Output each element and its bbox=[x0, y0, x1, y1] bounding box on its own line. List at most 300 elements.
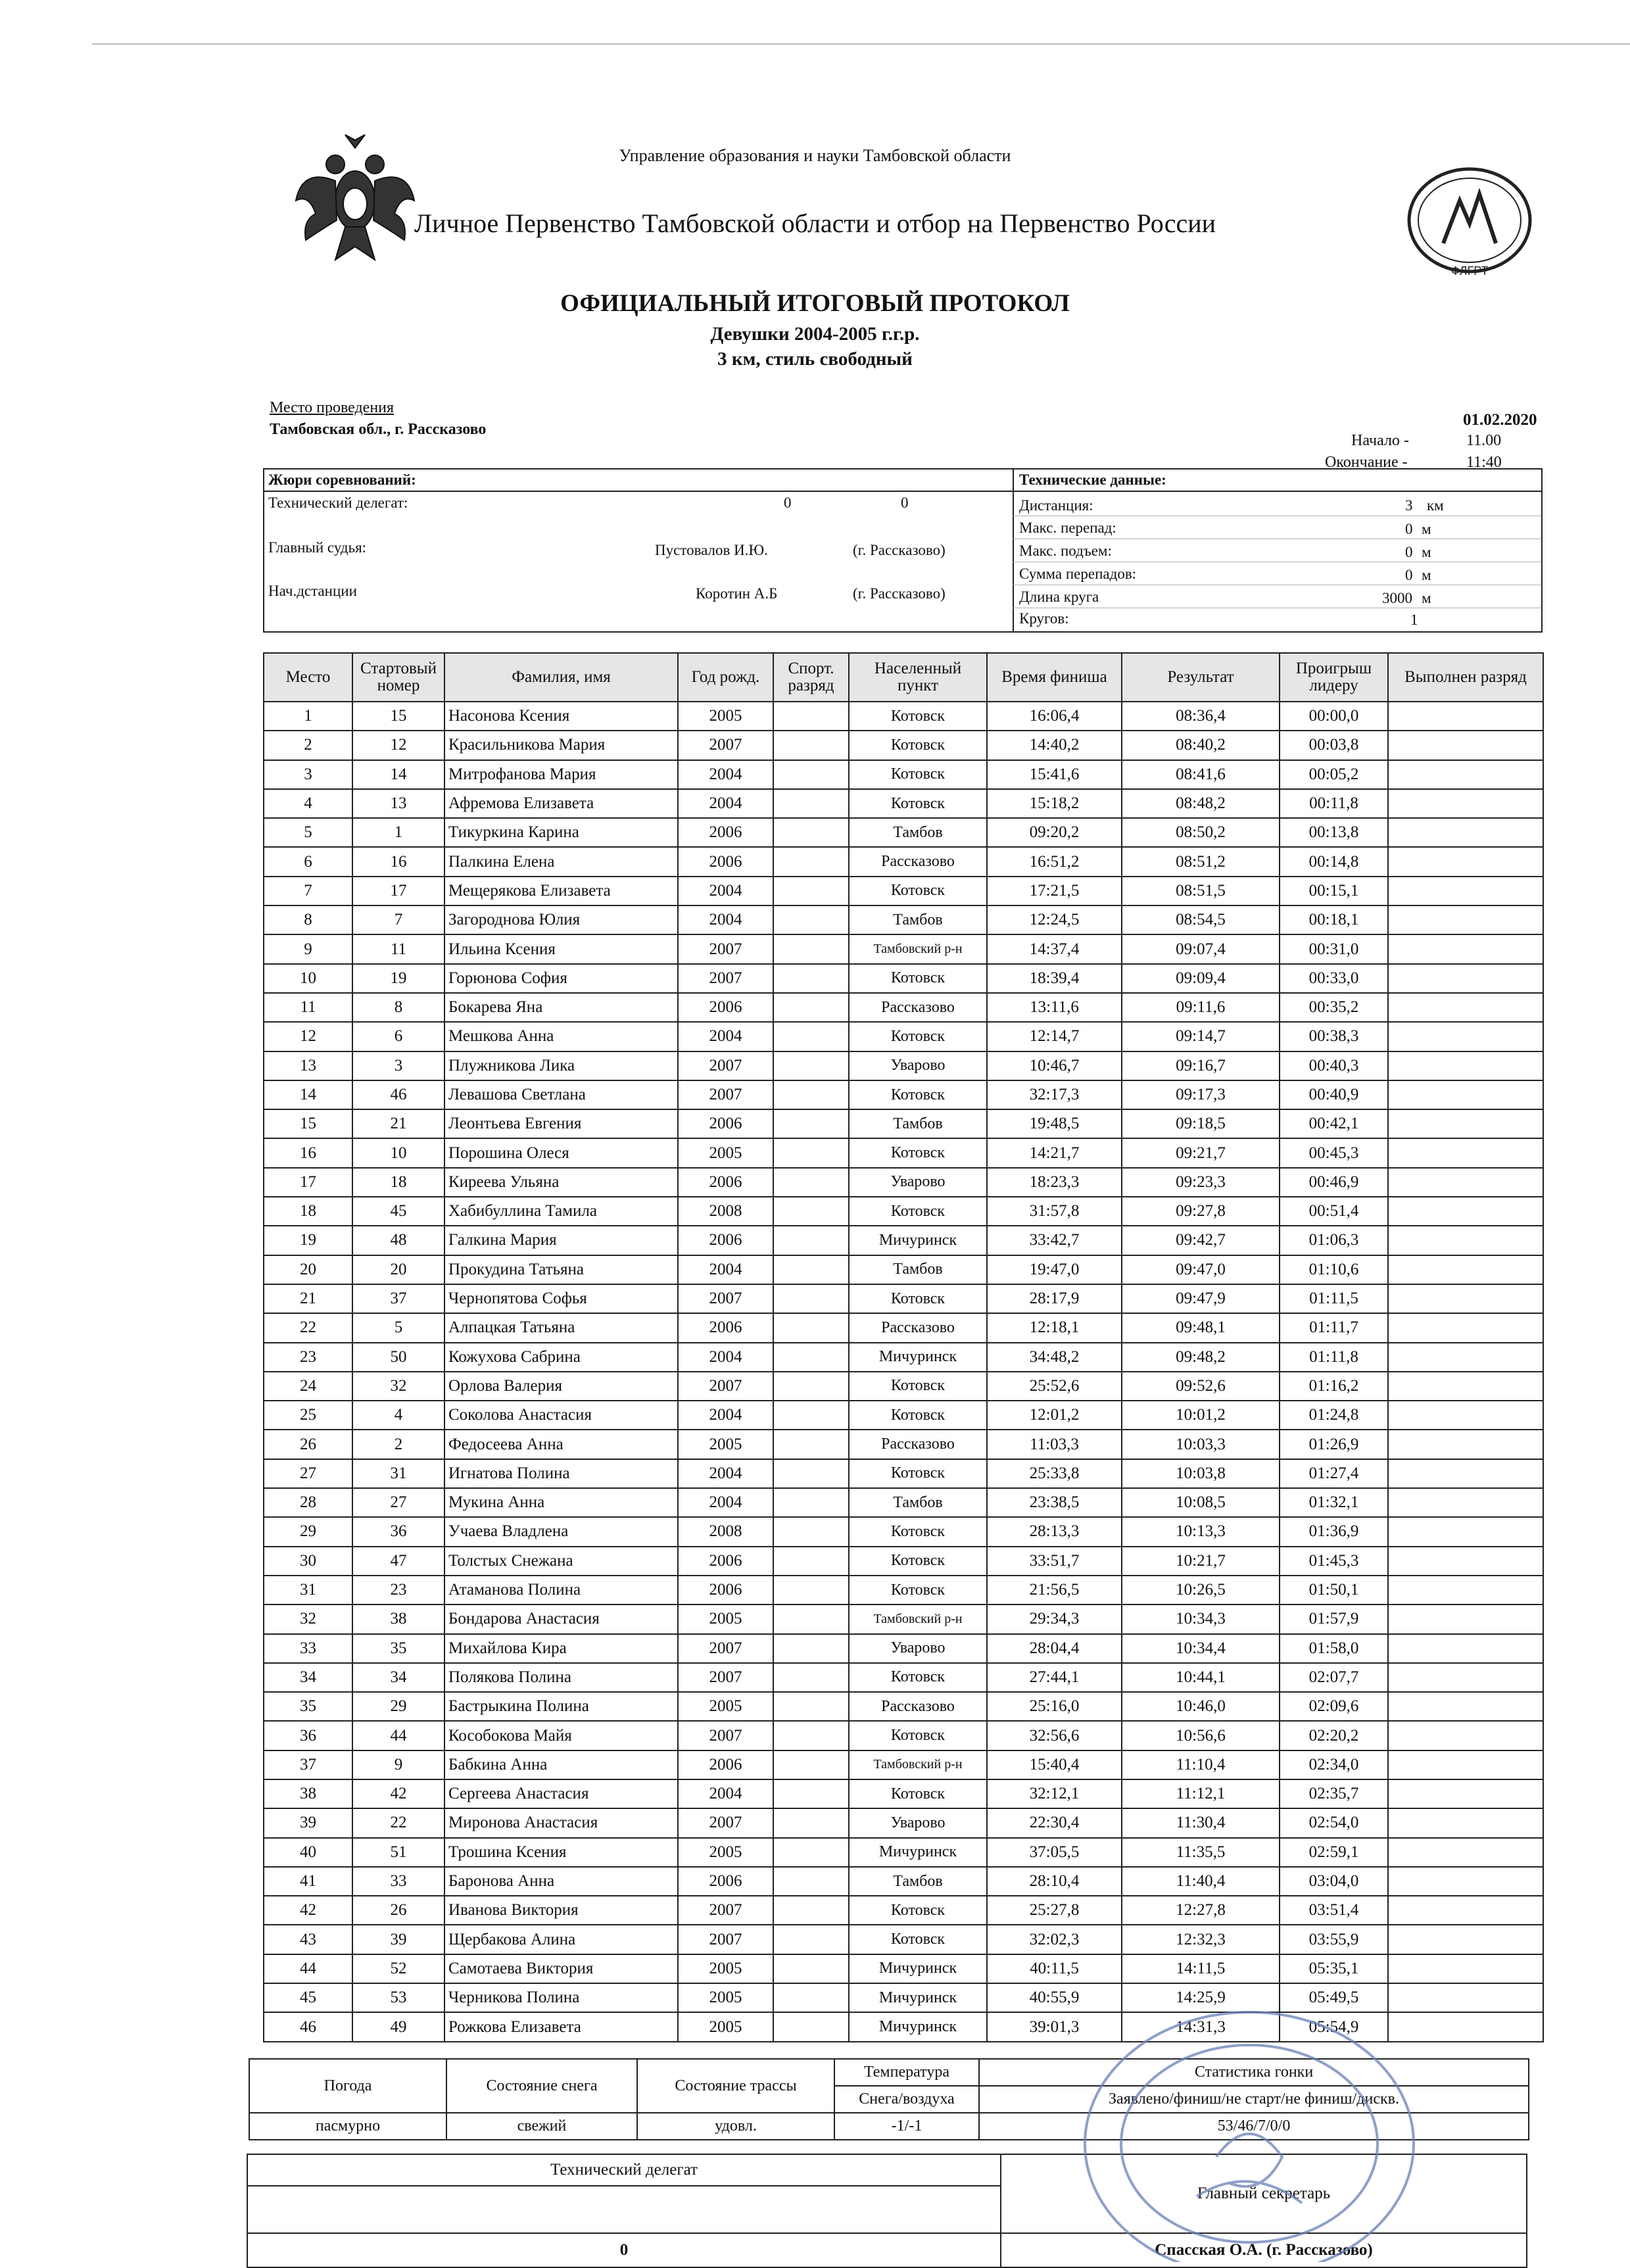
cell-name: Киреева Ульяна bbox=[444, 1168, 678, 1197]
cell-behind: 00:00,0 bbox=[1280, 702, 1388, 731]
cell-rank bbox=[773, 847, 849, 876]
table-row bbox=[264, 1576, 1543, 1604]
cell-rank bbox=[773, 1721, 849, 1750]
table-row bbox=[264, 1080, 1543, 1109]
cell-name: Черникова Полина bbox=[444, 1983, 678, 2012]
cell-behind: 00:11,8 bbox=[1280, 789, 1388, 818]
cell-achieved-rank bbox=[1388, 1779, 1543, 1808]
cell-locality: Уварово bbox=[849, 1051, 987, 1080]
cell-finish-time: 32:17,3 bbox=[987, 1080, 1122, 1109]
cell-rank bbox=[773, 1634, 849, 1663]
cell-year: 2004 bbox=[678, 1022, 773, 1051]
cell-achieved-rank bbox=[1388, 1226, 1543, 1255]
cell-bib: 13 bbox=[352, 789, 444, 818]
cell-behind: 00:46,9 bbox=[1280, 1168, 1388, 1197]
cell-achieved-rank bbox=[1388, 1721, 1543, 1750]
cell-achieved-rank bbox=[1388, 1372, 1543, 1401]
cell-finish-time: 33:42,7 bbox=[987, 1226, 1122, 1255]
venue-value: Тамбовская обл., г. Рассказово bbox=[270, 421, 487, 438]
cell-place: 15 bbox=[264, 1109, 352, 1138]
cell-locality: Уварово bbox=[849, 1808, 987, 1837]
cell-locality: Мичуринск bbox=[849, 1954, 987, 1983]
cell-behind: 02:35,7 bbox=[1280, 1779, 1388, 1808]
cell-year: 2005 bbox=[678, 702, 773, 731]
temp-value: -1/-1 bbox=[834, 2113, 979, 2140]
cell-achieved-rank bbox=[1388, 993, 1543, 1022]
cell-result: 12:27,8 bbox=[1122, 1896, 1280, 1925]
cell-rank bbox=[773, 1896, 849, 1925]
cell-year: 2006 bbox=[678, 1576, 773, 1604]
cell-result: 09:18,5 bbox=[1122, 1109, 1280, 1138]
cell-year: 2004 bbox=[678, 1255, 773, 1284]
cell-rank bbox=[773, 731, 849, 760]
cell-result: 09:23,3 bbox=[1122, 1168, 1280, 1197]
cell-behind: 00:51,4 bbox=[1280, 1197, 1388, 1226]
cell-rank bbox=[773, 1168, 849, 1197]
table-row bbox=[264, 1372, 1543, 1401]
cell-achieved-rank bbox=[1388, 1517, 1543, 1546]
cell-bib: 39 bbox=[352, 1925, 444, 1954]
cell-locality: Котовск bbox=[849, 760, 987, 789]
cell-locality: Котовск bbox=[849, 1197, 987, 1226]
cell-achieved-rank bbox=[1388, 964, 1543, 993]
cell-year: 2007 bbox=[678, 1080, 773, 1109]
cell-year: 2007 bbox=[678, 1925, 773, 1954]
cell-result: 10:03,3 bbox=[1122, 1430, 1280, 1459]
cell-place: 36 bbox=[264, 1721, 352, 1750]
cell-finish-time: 28:10,4 bbox=[987, 1867, 1122, 1896]
cell-place: 20 bbox=[264, 1255, 352, 1284]
cell-place: 42 bbox=[264, 1896, 352, 1925]
cell-year: 2007 bbox=[678, 1663, 773, 1692]
cell-year: 2007 bbox=[678, 1051, 773, 1080]
end-time: 11:40 bbox=[1466, 454, 1502, 471]
cell-place: 22 bbox=[264, 1313, 352, 1342]
tech-label-max-climb: Макс. подъем: bbox=[1019, 543, 1112, 559]
chief-judge-name: Пустовалов И.Ю. bbox=[655, 542, 768, 558]
cell-bib: 38 bbox=[352, 1604, 444, 1633]
cell-name: Галкина Мария bbox=[444, 1226, 678, 1255]
cell-behind: 00:45,3 bbox=[1280, 1138, 1388, 1167]
cell-result: 10:56,6 bbox=[1122, 1721, 1280, 1750]
cell-locality: Мичуринск bbox=[849, 1983, 987, 2012]
table-row bbox=[264, 1954, 1543, 1983]
cell-behind: 01:57,9 bbox=[1280, 1604, 1388, 1633]
cell-rank bbox=[773, 1692, 849, 1721]
tech-delegate-sign-value: 0 bbox=[247, 2233, 1001, 2267]
cell-locality: Котовск bbox=[849, 964, 987, 993]
cell-name: Мешкова Анна bbox=[444, 1022, 678, 1051]
cell-name: Митрофанова Мария bbox=[444, 760, 678, 789]
cell-achieved-rank bbox=[1388, 1430, 1543, 1459]
cell-year: 2005 bbox=[678, 1430, 773, 1459]
cell-achieved-rank bbox=[1388, 1925, 1543, 1954]
cell-achieved-rank bbox=[1388, 1604, 1543, 1633]
cell-place: 33 bbox=[264, 1634, 352, 1663]
cell-bib: 50 bbox=[352, 1343, 444, 1372]
cell-rank bbox=[773, 1051, 849, 1080]
cell-finish-time: 15:41,6 bbox=[987, 760, 1122, 789]
cell-finish-time: 33:51,7 bbox=[987, 1547, 1122, 1576]
cell-behind: 00:03,8 bbox=[1280, 731, 1388, 760]
cell-name: Полякова Полина bbox=[444, 1663, 678, 1692]
cell-rank bbox=[773, 1954, 849, 1983]
cell-year: 2007 bbox=[678, 1372, 773, 1401]
cell-year: 2007 bbox=[678, 1634, 773, 1663]
scan-edge-line bbox=[92, 43, 1630, 45]
cell-achieved-rank bbox=[1388, 1692, 1543, 1721]
cell-bib: 45 bbox=[352, 1197, 444, 1226]
start-label: Начало - bbox=[1351, 432, 1409, 449]
cell-finish-time: 14:40,2 bbox=[987, 731, 1122, 760]
cell-year: 2004 bbox=[678, 1779, 773, 1808]
col-header-finish-time: Время финиша bbox=[987, 653, 1122, 702]
cell-behind: 02:07,7 bbox=[1280, 1663, 1388, 1692]
cell-finish-time: 10:46,7 bbox=[987, 1051, 1122, 1080]
cell-result: 09:27,8 bbox=[1122, 1197, 1280, 1226]
cell-name: Иванова Виктория bbox=[444, 1896, 678, 1925]
col-header-locality: Населенный пункт bbox=[849, 653, 987, 702]
cell-result: 09:48,1 bbox=[1122, 1313, 1280, 1342]
cell-bib: 9 bbox=[352, 1750, 444, 1779]
start-chief-label: Нач.дстанции bbox=[268, 583, 357, 599]
cell-result: 14:25,9 bbox=[1122, 1983, 1280, 2012]
table-row bbox=[264, 1750, 1543, 1779]
cell-year: 2005 bbox=[678, 1954, 773, 1983]
cell-bib: 15 bbox=[352, 702, 444, 731]
tech-label-total-climb: Сумма перепадов: bbox=[1019, 566, 1137, 582]
cell-achieved-rank bbox=[1388, 1080, 1543, 1109]
cell-name: Учаева Владлена bbox=[444, 1517, 678, 1546]
cell-locality: Котовск bbox=[849, 1459, 987, 1488]
cell-name: Соколова Анастасия bbox=[444, 1401, 678, 1430]
cell-behind: 03:04,0 bbox=[1280, 1867, 1388, 1896]
tech-delegate-value-1: 0 bbox=[784, 495, 792, 511]
cell-achieved-rank bbox=[1388, 1459, 1543, 1488]
cell-bib: 16 bbox=[352, 847, 444, 876]
tech-unit-max-drop: м bbox=[1422, 521, 1431, 537]
table-row bbox=[264, 1838, 1543, 1867]
cell-behind: 00:13,8 bbox=[1280, 818, 1388, 847]
temp-label: Температура bbox=[834, 2059, 979, 2086]
table-row bbox=[264, 1896, 1543, 1925]
cell-name: Мещерякова Елизавета bbox=[444, 877, 678, 905]
cell-achieved-rank bbox=[1388, 1750, 1543, 1779]
cell-rank bbox=[773, 1022, 849, 1051]
table-row bbox=[264, 1867, 1543, 1896]
cell-place: 26 bbox=[264, 1430, 352, 1459]
cell-result: 09:47,9 bbox=[1122, 1284, 1280, 1313]
cell-behind: 00:33,0 bbox=[1280, 964, 1388, 993]
cell-rank bbox=[773, 1779, 849, 1808]
cell-rank bbox=[773, 818, 849, 847]
cell-locality: Тамбов bbox=[849, 818, 987, 847]
cell-bib: 23 bbox=[352, 1576, 444, 1604]
cell-place: 46 bbox=[264, 2012, 352, 2041]
cell-achieved-rank bbox=[1388, 905, 1543, 934]
cell-year: 2008 bbox=[678, 1517, 773, 1546]
cell-result: 14:11,5 bbox=[1122, 1954, 1280, 1983]
cell-achieved-rank bbox=[1388, 1838, 1543, 1867]
cell-behind: 03:51,4 bbox=[1280, 1896, 1388, 1925]
cell-rank bbox=[773, 789, 849, 818]
cell-finish-time: 23:38,5 bbox=[987, 1488, 1122, 1517]
cell-finish-time: 22:30,4 bbox=[987, 1808, 1122, 1837]
cell-place: 4 bbox=[264, 789, 352, 818]
cell-achieved-rank bbox=[1388, 1109, 1543, 1138]
cell-behind: 01:24,8 bbox=[1280, 1401, 1388, 1430]
stats-label: Статистика гонки bbox=[979, 2059, 1529, 2086]
cell-finish-time: 25:27,8 bbox=[987, 1896, 1122, 1925]
table-row bbox=[264, 1138, 1543, 1167]
cell-year: 2004 bbox=[678, 789, 773, 818]
cell-place: 27 bbox=[264, 1459, 352, 1488]
cell-locality: Котовск bbox=[849, 1896, 987, 1925]
cell-rank bbox=[773, 1576, 849, 1604]
table-row bbox=[264, 1808, 1543, 1837]
cell-achieved-rank bbox=[1388, 847, 1543, 876]
table-row bbox=[264, 1284, 1543, 1313]
cell-locality: Котовск bbox=[849, 1547, 987, 1576]
cell-rank bbox=[773, 905, 849, 934]
cell-achieved-rank bbox=[1388, 1663, 1543, 1692]
cell-achieved-rank bbox=[1388, 702, 1543, 731]
weather-label: Погода bbox=[249, 2059, 446, 2113]
cell-year: 2006 bbox=[678, 1109, 773, 1138]
cell-bib: 5 bbox=[352, 1313, 444, 1342]
cell-rank bbox=[773, 1488, 849, 1517]
cell-place: 13 bbox=[264, 1051, 352, 1080]
cell-behind: 05:49,5 bbox=[1280, 1983, 1388, 2012]
cell-finish-time: 32:02,3 bbox=[987, 1925, 1122, 1954]
tech-delegate-sign-label: Технический делегат bbox=[247, 2154, 1001, 2186]
cell-year: 2004 bbox=[678, 1401, 773, 1430]
cell-finish-time: 19:48,5 bbox=[987, 1109, 1122, 1138]
cell-bib: 22 bbox=[352, 1808, 444, 1837]
cell-behind: 03:55,9 bbox=[1280, 1925, 1388, 1954]
cell-name: Рожкова Елизавета bbox=[444, 2012, 678, 2041]
cell-finish-time: 11:03,3 bbox=[987, 1430, 1122, 1459]
table-row bbox=[264, 1401, 1543, 1430]
cell-behind: 00:35,2 bbox=[1280, 993, 1388, 1022]
cell-bib: 14 bbox=[352, 760, 444, 789]
cell-rank bbox=[773, 1925, 849, 1954]
table-row bbox=[264, 1109, 1543, 1138]
cell-rank bbox=[773, 1547, 849, 1576]
end-label: Окончание - bbox=[1325, 454, 1408, 471]
cell-locality: Тамбовский р-н bbox=[849, 1750, 987, 1779]
cell-name: Палкина Елена bbox=[444, 847, 678, 876]
cell-locality: Тамбов bbox=[849, 905, 987, 934]
cell-locality: Котовск bbox=[849, 1576, 987, 1604]
distance-style: 3 км, стиль свободный bbox=[717, 349, 913, 370]
col-header-year: Год рожд. bbox=[678, 653, 773, 702]
snow-label: Состояние снега bbox=[446, 2059, 637, 2113]
cell-year: 2005 bbox=[678, 1138, 773, 1167]
cell-finish-time: 40:55,9 bbox=[987, 1983, 1122, 2012]
chief-judge-city: (г. Рассказово) bbox=[853, 542, 946, 558]
cell-place: 10 bbox=[264, 964, 352, 993]
race-date: 01.02.2020 bbox=[1463, 411, 1537, 429]
cell-finish-time: 34:48,2 bbox=[987, 1343, 1122, 1372]
cell-year: 2007 bbox=[678, 1896, 773, 1925]
cell-year: 2006 bbox=[678, 1867, 773, 1896]
cell-bib: 7 bbox=[352, 905, 444, 934]
cell-result: 09:07,4 bbox=[1122, 934, 1280, 963]
cell-rank bbox=[773, 1255, 849, 1284]
cell-behind: 02:54,0 bbox=[1280, 1808, 1388, 1837]
cell-rank bbox=[773, 1867, 849, 1896]
cell-bib: 20 bbox=[352, 1255, 444, 1284]
tech-label-distance: Дистанция: bbox=[1019, 497, 1093, 514]
cell-year: 2004 bbox=[678, 1459, 773, 1488]
cell-finish-time: 32:56,6 bbox=[987, 1721, 1122, 1750]
cell-locality: Котовск bbox=[849, 789, 987, 818]
cell-place: 44 bbox=[264, 1954, 352, 1983]
cell-place: 43 bbox=[264, 1925, 352, 1954]
cell-rank bbox=[773, 2012, 849, 2041]
cell-year: 2006 bbox=[678, 1750, 773, 1779]
table-row bbox=[264, 1488, 1543, 1517]
table-row bbox=[264, 934, 1543, 963]
cell-achieved-rank bbox=[1388, 1867, 1543, 1896]
cell-behind: 01:26,9 bbox=[1280, 1430, 1388, 1459]
cell-result: 10:44,1 bbox=[1122, 1663, 1280, 1692]
cell-achieved-rank bbox=[1388, 1051, 1543, 1080]
tech-unit-max-climb: м bbox=[1422, 544, 1431, 560]
cell-name: Михайлова Кира bbox=[444, 1634, 678, 1663]
cell-rank bbox=[773, 1459, 849, 1488]
jury-header: Жюри соревнований: bbox=[268, 471, 416, 488]
table-row bbox=[264, 1604, 1543, 1633]
cell-place: 11 bbox=[264, 993, 352, 1022]
cell-finish-time: 25:52,6 bbox=[987, 1372, 1122, 1401]
cell-behind: 01:32,1 bbox=[1280, 1488, 1388, 1517]
cell-locality: Котовск bbox=[849, 1284, 987, 1313]
cell-name: Афремова Елизавета bbox=[444, 789, 678, 818]
cell-bib: 4 bbox=[352, 1401, 444, 1430]
cell-bib: 32 bbox=[352, 1372, 444, 1401]
cell-year: 2004 bbox=[678, 877, 773, 905]
cell-finish-time: 15:40,4 bbox=[987, 1750, 1122, 1779]
stats-sub-label: Заявлено/финиш/не старт/не финиш/дискв. bbox=[979, 2086, 1529, 2113]
cell-finish-time: 39:01,3 bbox=[987, 2012, 1122, 2041]
cell-behind: 00:05,2 bbox=[1280, 760, 1388, 789]
cell-finish-time: 12:01,2 bbox=[987, 1401, 1122, 1430]
cell-rank bbox=[773, 1138, 849, 1167]
tech-value-max-climb: 0 bbox=[1405, 544, 1413, 560]
cell-rank bbox=[773, 993, 849, 1022]
cell-name: Ильина Ксения bbox=[444, 934, 678, 963]
table-row bbox=[264, 1925, 1543, 1954]
cell-behind: 00:40,3 bbox=[1280, 1051, 1388, 1080]
cell-rank bbox=[773, 1983, 849, 2012]
weather-value: пасмурно bbox=[249, 2113, 446, 2140]
technical-header: Технические данные: bbox=[1019, 471, 1166, 488]
cell-place: 32 bbox=[264, 1604, 352, 1633]
table-row bbox=[264, 731, 1543, 760]
tech-value-total-climb: 0 bbox=[1405, 567, 1413, 583]
tech-delegate-sign-space bbox=[247, 2186, 1001, 2233]
cell-place: 25 bbox=[264, 1401, 352, 1430]
cell-finish-time: 19:47,0 bbox=[987, 1255, 1122, 1284]
cell-bib: 19 bbox=[352, 964, 444, 993]
cell-behind: 02:09,6 bbox=[1280, 1692, 1388, 1721]
temp-sub-label: Снега/воздуха bbox=[834, 2086, 979, 2113]
cell-locality: Котовск bbox=[849, 702, 987, 731]
cell-locality: Котовск bbox=[849, 1022, 987, 1051]
cell-rank bbox=[773, 702, 849, 731]
cell-result: 09:14,7 bbox=[1122, 1022, 1280, 1051]
cell-locality: Котовск bbox=[849, 877, 987, 905]
cell-place: 38 bbox=[264, 1779, 352, 1808]
table-row bbox=[264, 1547, 1543, 1576]
cell-locality: Рассказово bbox=[849, 993, 987, 1022]
cell-year: 2004 bbox=[678, 760, 773, 789]
cell-achieved-rank bbox=[1388, 731, 1543, 760]
cell-result: 08:51,5 bbox=[1122, 877, 1280, 905]
cell-bib: 27 bbox=[352, 1488, 444, 1517]
table-row bbox=[264, 818, 1543, 847]
cell-behind: 01:06,3 bbox=[1280, 1226, 1388, 1255]
col-header-name: Фамилия, имя bbox=[444, 653, 678, 702]
cell-result: 11:30,4 bbox=[1122, 1808, 1280, 1837]
cell-result: 11:10,4 bbox=[1122, 1750, 1280, 1779]
cell-finish-time: 14:37,4 bbox=[987, 934, 1122, 963]
cell-locality: Тамбов bbox=[849, 1867, 987, 1896]
jury-technical-block bbox=[263, 468, 1543, 633]
table-row bbox=[264, 760, 1543, 789]
cell-behind: 00:42,1 bbox=[1280, 1109, 1388, 1138]
cell-locality: Котовск bbox=[849, 1721, 987, 1750]
cell-rank bbox=[773, 1109, 849, 1138]
cell-bib: 26 bbox=[352, 1896, 444, 1925]
track-label: Состояние трассы bbox=[637, 2059, 834, 2113]
secretary-sign-label: Главный секретарь bbox=[1001, 2154, 1527, 2233]
cell-year: 2007 bbox=[678, 934, 773, 963]
table-row bbox=[264, 1197, 1543, 1226]
cell-rank bbox=[773, 1517, 849, 1546]
cell-name: Кособокова Майя bbox=[444, 1721, 678, 1750]
cell-rank bbox=[773, 1663, 849, 1692]
start-chief-city: (г. Рассказово) bbox=[853, 585, 946, 602]
cell-rank bbox=[773, 1197, 849, 1226]
cell-locality: Котовск bbox=[849, 1517, 987, 1546]
cell-result: 09:17,3 bbox=[1122, 1080, 1280, 1109]
cell-result: 10:46,0 bbox=[1122, 1692, 1280, 1721]
cell-achieved-rank bbox=[1388, 1954, 1543, 1983]
cell-result: 08:36,4 bbox=[1122, 702, 1280, 731]
cell-name: Хабибуллина Тамила bbox=[444, 1197, 678, 1226]
table-row bbox=[264, 1430, 1543, 1459]
cell-achieved-rank bbox=[1388, 1022, 1543, 1051]
cell-result: 09:21,7 bbox=[1122, 1138, 1280, 1167]
cell-name: Тикуркина Карина bbox=[444, 818, 678, 847]
chief-judge-label: Главный судья: bbox=[268, 539, 367, 556]
cell-rank bbox=[773, 934, 849, 963]
cell-finish-time: 21:56,5 bbox=[987, 1576, 1122, 1604]
cell-bib: 46 bbox=[352, 1080, 444, 1109]
cell-result: 10:21,7 bbox=[1122, 1547, 1280, 1576]
cell-bib: 34 bbox=[352, 1663, 444, 1692]
table-row bbox=[264, 1022, 1543, 1051]
cell-year: 2005 bbox=[678, 1838, 773, 1867]
cell-locality: Мичуринск bbox=[849, 1226, 987, 1255]
tech-delegate-label: Технический делегат: bbox=[268, 495, 408, 511]
table-row bbox=[264, 964, 1543, 993]
cell-behind: 01:10,6 bbox=[1280, 1255, 1388, 1284]
table-row bbox=[264, 847, 1543, 876]
